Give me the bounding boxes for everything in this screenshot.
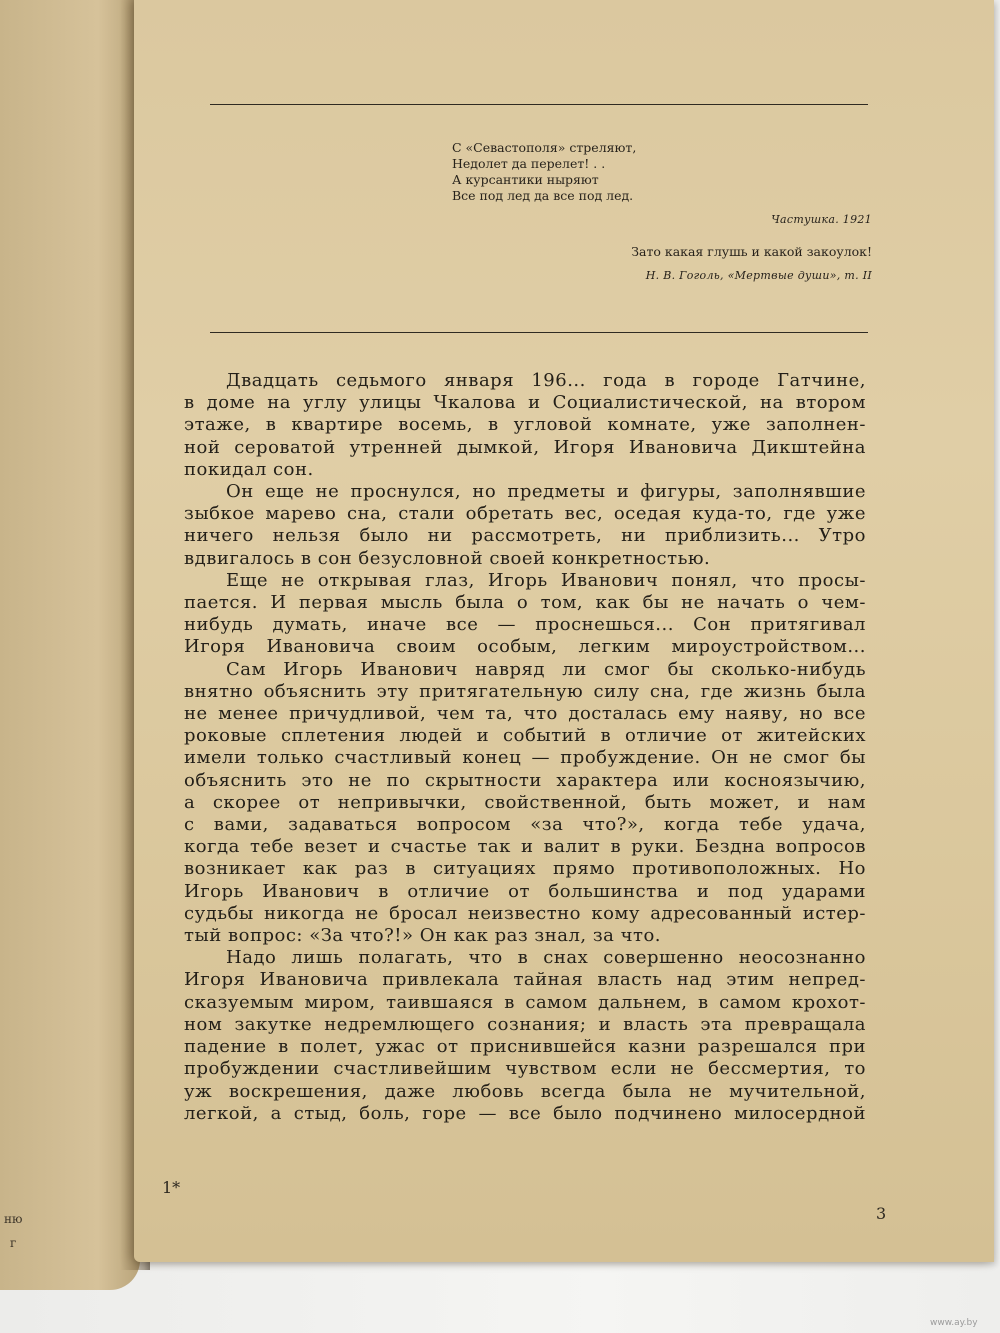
text-line: объяснить это не по скрытности характера или косноязычию, xyxy=(184,769,866,791)
text-line: имели только счастливый конец — пробуждение. Он не смог бы xyxy=(184,747,866,769)
text-line: когда тебе везет и счастье так и валит в руки. Бездна вопросов xyxy=(184,836,866,858)
verse-line: Все под лед да все под лед. xyxy=(452,188,634,203)
verse-line: Недолет да перелет! . . xyxy=(452,156,606,171)
verse-line: С «Севастополя» стреляют, xyxy=(452,140,637,155)
text-line: Надо лишь полагать, что в снах совершенно неосознанно xyxy=(226,947,866,969)
text-line: легкой, а стыд, боль, горе — все было подчинено милосердной xyxy=(184,1102,866,1124)
text-line: Еще не открывая глаз, Игорь Иванович понял, что просы- xyxy=(226,569,866,591)
text-line: ном закутке недремлющего сознания; и власть эта превращала xyxy=(184,1013,866,1035)
text-line: ничего нельзя было ни рассмотреть, ни приблизить... Утро xyxy=(184,525,866,547)
text-line: Игоря Ивановича своим особым, легким мироустройством... xyxy=(184,636,866,658)
top-rule xyxy=(210,104,868,105)
text-line: сказуемым миром, таившаяся в самом дальнем, в самом крохот- xyxy=(184,991,866,1013)
text-line: уж воскрешения, даже любовь всегда была не мучительной, xyxy=(184,1080,866,1102)
text-line: а скорее от непривычки, свойственной, быть может, и нам xyxy=(184,791,866,813)
paragraph xyxy=(184,947,866,1125)
paragraph xyxy=(184,370,866,481)
text-line: тый вопрос: «За что?!» Он как раз знал, за что. xyxy=(184,925,662,947)
text-line: внятно объяснить эту притягательную силу сна, где жизнь была xyxy=(184,680,866,702)
text-line: зыбкое марево сна, стали обретать вес, оседая куда-то, где уже xyxy=(184,503,866,525)
text-line: пается. И первая мысль была о том, как бы не начать о чем- xyxy=(184,592,866,614)
text-line: не менее причудливой, чем та, что досталась ему наяву, но все xyxy=(184,703,866,725)
verse-line: А курсантики ныряют xyxy=(452,172,599,187)
paragraph xyxy=(184,570,866,659)
watermark: www.ay.by xyxy=(930,1318,978,1328)
verse-attribution: Частушка. 1921 xyxy=(771,213,872,226)
epigraph xyxy=(452,140,872,284)
paragraph xyxy=(184,481,866,570)
text-line: пробуждении счастливейшим чувством если не бессмертия, то xyxy=(184,1058,866,1080)
left-page-fragment: г xyxy=(10,1236,17,1250)
signature-mark: 1* xyxy=(162,1178,181,1197)
page-number: 3 xyxy=(876,1204,887,1223)
paragraph xyxy=(184,659,866,948)
text-line: вдвигалось в сон безусловной своей конкретностью. xyxy=(184,547,711,569)
bottom-rule xyxy=(210,332,868,333)
text-line: Двадцать седьмого января 196... года в городе Гатчине, xyxy=(226,370,866,391)
text-line: возникает как раз в ситуациях прямо противоположных. Но xyxy=(184,858,866,880)
quote-attribution: Н. В. Гоголь, «Мертвые души», т. II xyxy=(645,269,872,282)
left-page-edge xyxy=(0,0,140,1290)
text-line: роковые сплетения людей и событий в отличие от житейских xyxy=(184,725,866,747)
text-line: падение в полет, ужас от приснившейся казни разрешался при xyxy=(184,1036,866,1058)
left-page-fragment: ню xyxy=(4,1212,23,1226)
text-line: в доме на углу улицы Чкалова и Социалистической, на втором xyxy=(184,392,866,414)
text-line: покидал сон. xyxy=(184,458,314,480)
text-line: нибудь думать, иначе все — проснешься... Сон притягивал xyxy=(184,614,866,636)
text-line: Игоря Ивановича привлекала тайная власть над этим непред- xyxy=(184,969,866,991)
text-line: Игорь Иванович в отличие от большинства и под ударами xyxy=(184,880,866,902)
text-line: этаже, в квартире восемь, в угловой комнате, уже заполнен- xyxy=(184,414,866,436)
text-line: судьбы никогда не бросал неизвестно кому адресованный истер- xyxy=(184,902,866,924)
text-line: с вами, задаваться вопросом «за что?», когда тебе удача, xyxy=(184,814,866,836)
text-line: Он еще не проснулся, но предметы и фигуры, заполнявшие xyxy=(226,481,866,503)
body-text xyxy=(184,370,866,1125)
book-page xyxy=(134,0,994,1262)
epigraph-quote: Зато какая глушь и какой закоулок! xyxy=(631,244,872,259)
text-line: Сам Игорь Иванович навряд ли смог бы сколько-нибудь xyxy=(226,658,866,680)
text-line: ной сероватой утренней дымкой, Игоря Ивановича Дикштейна xyxy=(184,436,866,458)
